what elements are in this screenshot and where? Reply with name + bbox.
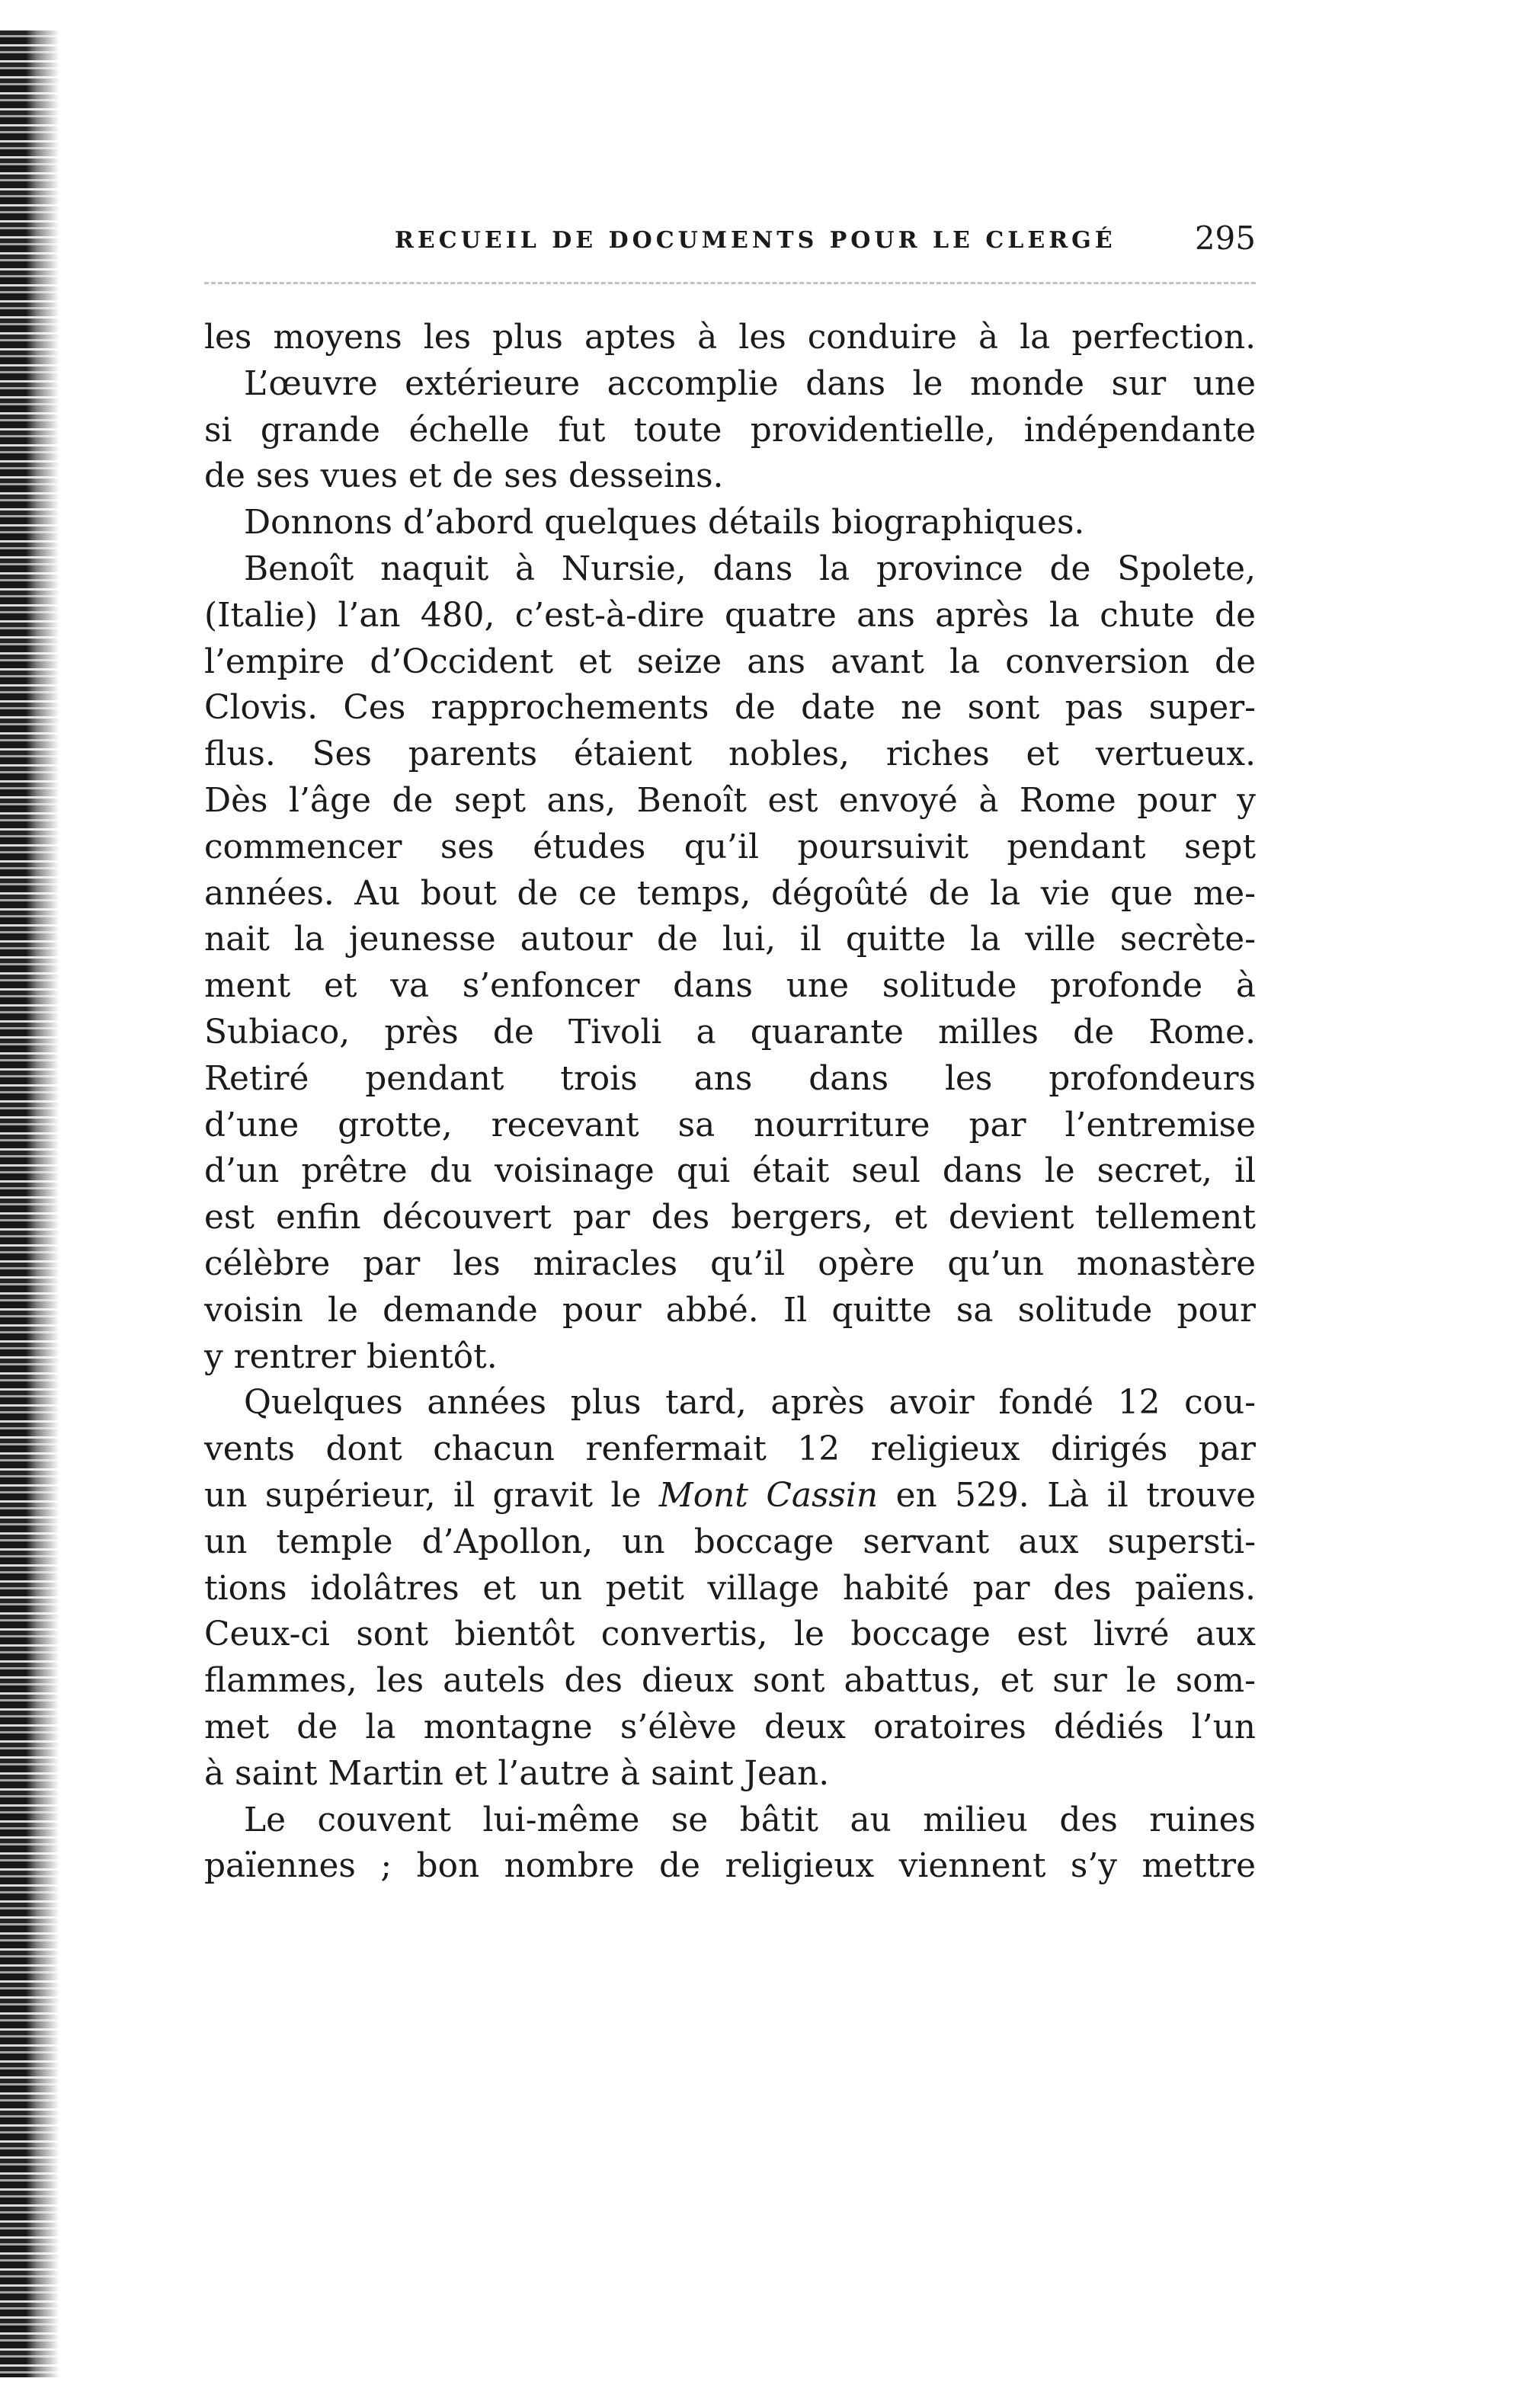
text-line: d’un prêtre du voisinage qui était seul dans le secret, il <box>204 1151 1256 1191</box>
text-line: Donnons d’abord quelques détails biographiques. <box>244 503 1085 543</box>
text-line: Clovis. Ces rapprochements de date ne sont pas super- <box>204 688 1256 728</box>
text-line: d’une grotte, recevant sa nourriture par l’entremise <box>204 1105 1256 1144</box>
text-line: L’œuvre extérieure accomplie dans le monde sur une <box>244 363 1256 403</box>
header-rule <box>204 282 1256 284</box>
text-line-with-italic <box>204 1473 1256 1519</box>
text-line: à saint Martin et l’autre à saint Jean. <box>204 1753 830 1793</box>
text-line: met de la montagne s’élève deux oratoires dédiés l’un <box>204 1707 1256 1746</box>
text-line: l’empire d’Occident et seize ans avant la conversion de <box>204 642 1256 681</box>
text-line: de ses vues et de ses desseins. <box>204 456 724 496</box>
text-line: commencer ses études qu’il poursuivit pendant sept <box>204 827 1256 866</box>
running-head <box>204 219 1256 265</box>
text-line: si grande échelle fut toute providentielle, indépendante <box>204 410 1256 450</box>
text-line: vents dont chacun renfermait 12 religieux dirigés par <box>204 1429 1256 1469</box>
text-line: célèbre par les miracles qu’il opère qu’un monastère <box>204 1244 1256 1283</box>
book-binding-edge <box>0 30 59 2377</box>
text-line: est enfin découvert par des bergers, et devient tellement <box>204 1198 1256 1237</box>
text-line: les moyens les plus aptes à les conduire à la perfection. <box>204 318 1256 357</box>
text-line: voisin le demande pour abbé. Il quitte sa solitude pour <box>204 1290 1256 1330</box>
text-line: Benoît naquit à Nursie, dans la province de Spolete, <box>244 549 1256 588</box>
text-line: tions idolâtres et un petit village habité par des païens. <box>204 1568 1256 1608</box>
text-line: (Italie) l’an 480, c’est-à-dire quatre ans après la chute de <box>204 595 1256 635</box>
text-line: Quelques années plus tard, après avoir fondé 12 cou- <box>244 1383 1256 1423</box>
text-line: Ceux-ci sont bientôt convertis, le boccage est livré aux <box>204 1615 1256 1654</box>
text-line: flammes, les autels des dieux sont abattus, et sur le som- <box>204 1661 1256 1701</box>
text-line: Dès l’âge de sept ans, Benoît est envoyé à Rome pour y <box>204 780 1256 820</box>
text-line: païennes ; bon nombre de religieux viennent s’y mettre <box>204 1846 1256 1886</box>
text-segment: en 529. Là il trouve <box>895 1475 1257 1515</box>
text-line: nait la jeunesse autour de lui, il quitte la ville secrète- <box>204 920 1256 959</box>
page-number: 295 <box>1194 219 1256 257</box>
place-name-italic: Mont Cassin <box>658 1475 879 1515</box>
text-line: ment et va s’enfoncer dans une solitude profonde à <box>204 966 1256 1006</box>
text-line: un temple d’Apollon, un boccage servant aux supersti- <box>204 1522 1256 1561</box>
text-line: années. Au bout de ce temps, dégoûté de la vie que me- <box>204 873 1256 913</box>
body-text <box>204 315 1256 1890</box>
text-line: flus. Ses parents étaient nobles, riches et vertueux. <box>204 735 1256 774</box>
text-line: Subiaco, près de Tivoli a quarante milles de Rome. <box>204 1012 1256 1052</box>
text-line: y rentrer bientôt. <box>204 1336 498 1376</box>
text-line: Retiré pendant trois ans dans les profondeurs <box>204 1058 1256 1098</box>
book-page <box>204 219 1256 1890</box>
running-title: RECUEIL DE DOCUMENTS POUR LE CLERGÉ <box>395 227 1116 254</box>
text-line: Le couvent lui-même se bâtit au milieu des ruines <box>244 1800 1256 1839</box>
text-segment: un supérieur, il gravit le <box>204 1475 642 1515</box>
